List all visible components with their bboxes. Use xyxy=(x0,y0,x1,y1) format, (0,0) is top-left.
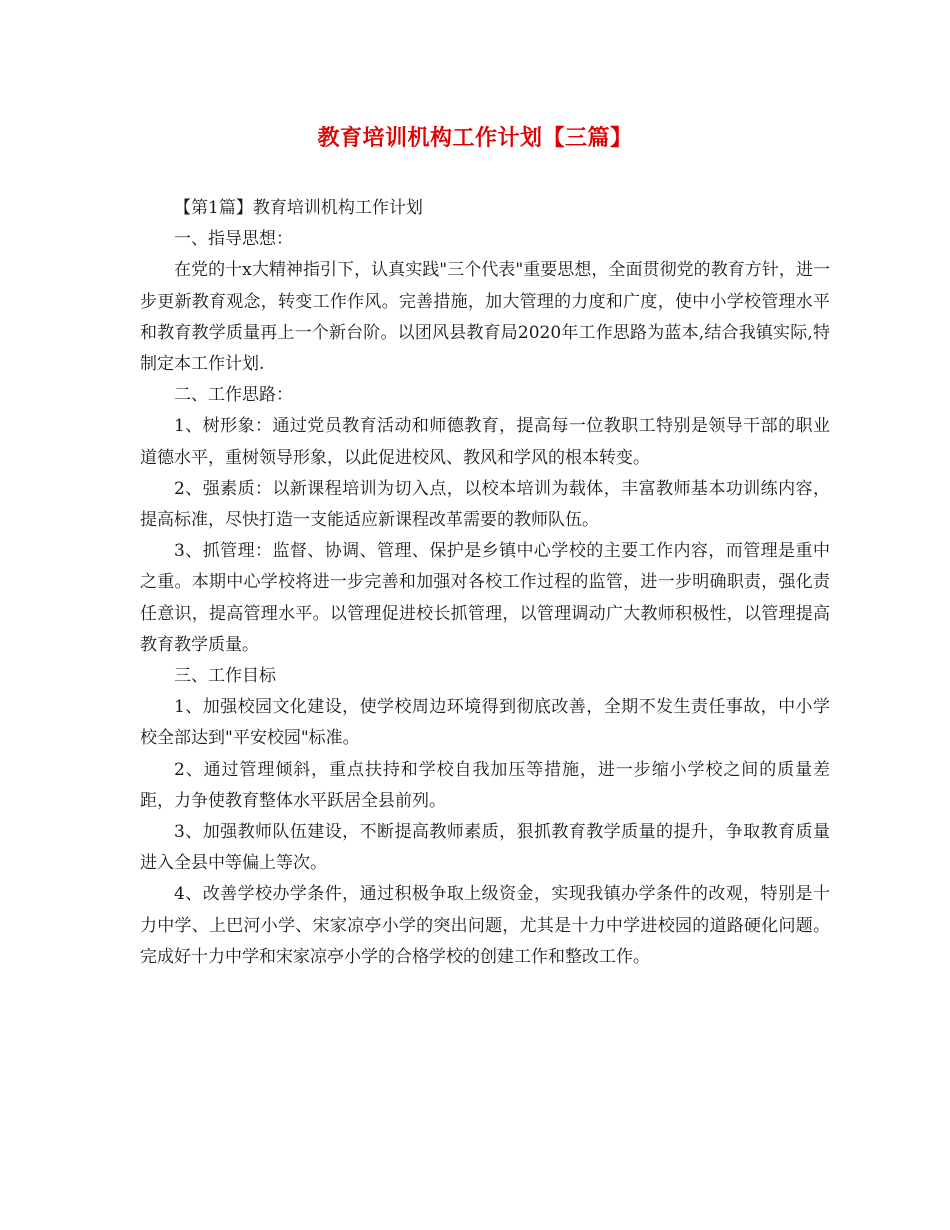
paragraph-goal-quality-gap: 2、通过管理倾斜，重点扶持和学校自我加压等措施，进一步缩小学校之间的质量差距，力争使教育整体水平跃居全县前列。 xyxy=(140,759,830,811)
paragraph-goal-teacher-team: 3、加强教师队伍建设，不断提高教师素质，狠抓教育教学质量的提升，争取教育质量进入全县中等偏上等次。 xyxy=(140,822,830,874)
paragraph-approach-quality: 2、强素质：以新课程培训为切入点，以校本培训为载体，丰富教师基本功训练内容，提高标准，尽快打造一支能适应新课程改革需要的教师队伍。 xyxy=(140,478,830,531)
section-heading-part-1: 【第1篇】教育培训机构工作计划 xyxy=(174,198,423,218)
paragraph-approach-image: 1、树形象：通过党员教育活动和师德教育，提高每一位教职工特别是领导干部的职业道德水平，重树领导形象，以此促进校风、教风和学风的根本转变。 xyxy=(140,416,830,468)
paragraph-goal-campus-culture: 1、加强校园文化建设，使学校周边环境得到彻底改善，全期不发生责任事故，中小学校全部达到"平安校园"标准。 xyxy=(140,697,830,749)
heading-work-goals: 三、工作目标 xyxy=(174,666,276,687)
paragraph-approach-management: 3、抓管理：监督、协调、管理、保护是乡镇中心学校的主要工作内容，而管理是重中之重。本期中心学校将进一步完善和加强对各校工作过程的监管，进一步明确职责，强化责任意识，提高管理水平。以管理促进校长抓管理，以管理调动广大教师积极性，以管理提高教育教学质量。 xyxy=(140,541,830,655)
paragraph-goal-school-conditions: 4、改善学校办学条件，通过积极争取上级资金，实现我镇办学条件的改观，特别是十力中学、上巴河小学、宋家凉亭小学的突出问题，尤其是十力中学进校园的道路硬化问题。完成好十力中学和宋家凉亭小学的合格学校的创建工作和整改工作。 xyxy=(140,884,830,967)
heading-guiding-ideology: 一、指导思想： xyxy=(174,229,293,250)
paragraph-guiding-ideology: 在党的十x大精神指引下，认真实践"三个代表"重要思想，全面贯彻党的教育方针，进一步更新教育观念，转变工作作风。完善措施，加大管理的力度和广度，使中小学校管理水平和教育教学质量再上一个新台阶。以团风县教育局2020年工作思路为蓝本,结合我镇实际,特制定本工作计划. xyxy=(140,260,830,375)
heading-work-approach: 二、工作思路： xyxy=(174,385,293,406)
document-body xyxy=(140,193,830,973)
document-title: 教育培训机构工作计划【三篇】 xyxy=(317,125,633,151)
